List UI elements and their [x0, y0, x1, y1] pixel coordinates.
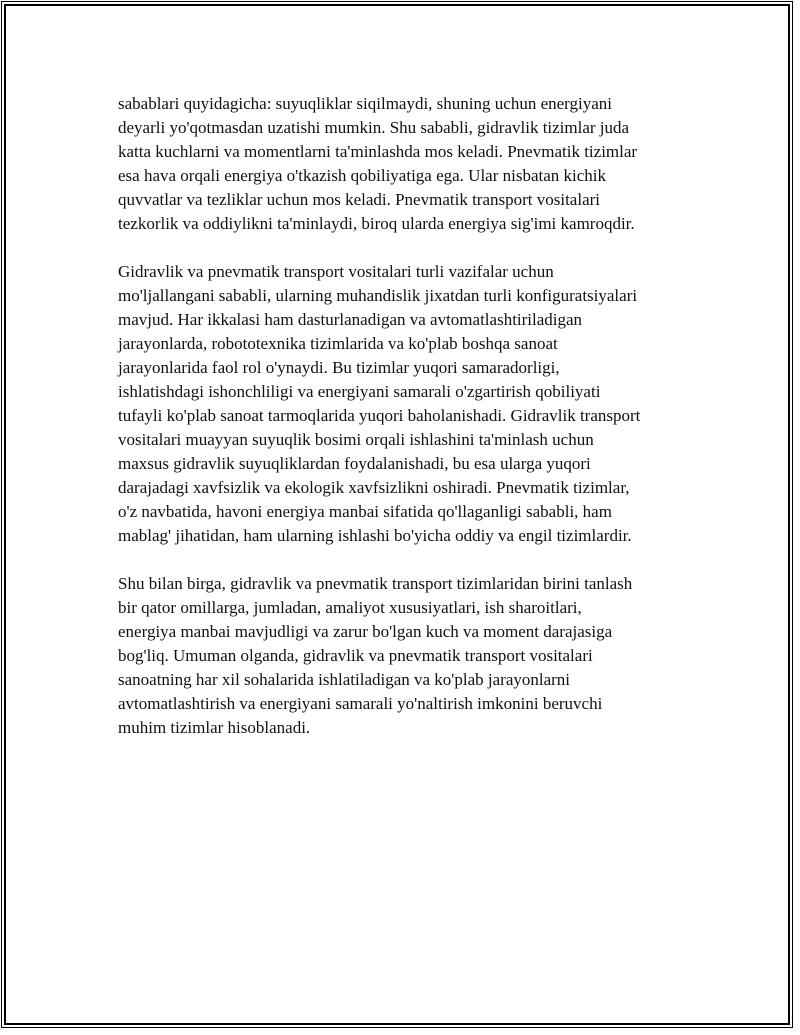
document-body [118, 92, 686, 764]
paragraph-3: Shu bilan birga, gidravlik va pnevmatik transport tizimlaridan birini tanlash bir qator omillarga, jumladan, amaliyot xususiyatlari, ish sharoitlari, energiya manbai mavjudligi va zarur bo'lgan kuch va moment darajasiga bog'liq. Umuman olganda, gidravlik va pnevmatik transport vositalari sanoatning har xil sohalarida ishlatiladigan va ko'plab jarayonlarni avtomatlashtirish va energiyani samarali yo'naltirish imkonini beruvchi muhim tizimlar hisoblanadi. [118, 574, 633, 737]
paragraph-2: Gidravlik va pnevmatik transport vositalari turli vazifalar uchun mo'ljallangani sababli, ularning muhandislik jixatdan turli konfiguratsiyalari mavjud. Har ikkalasi ham dasturlanadigan va avtomatlashtiriladigan jarayonlarda, robototexnika tizimlarida va ko'plab boshqa sanoat jarayonlarida faol rol o'ynaydi. Bu tizimlar yuqori samaradorligi, ishlatishdagi ishonchliligi va energiyani samarali o'zgartirish qobiliyati tufayli ko'plab sanoat tarmoqlarida yuqori baholanishadi. Gidravlik transport vositalari muayyan suyuqlik bosimi orqali ishlashini ta'minlash uchun maxsus gidravlik suyuqliklardan foydalanishadi, bu esa ularga yuqori darajadagi xavfsizlik va ekologik xavfsizlikni oshiradi. Pnevmatik tizimlar, o'z navbatida, havoni energiya manbai sifatida qo'llaganligi sababli, ham mablag' jihatidan, ham ularning ishlashi bo'yicha oddiy va engil tizimlardir. [118, 262, 641, 545]
paragraph-1: sabablari quyidagicha: suyuqliklar siqilmaydi, shuning uchun energiyani deyarli yo'qotmasdan uzatishi mumkin. Shu sababli, gidravlik tizimlar juda katta kuchlarni va momentlarni ta'minlashda mos keladi. Pnevmatik tizimlar esa hava orqali energiya o'tkazish qobiliyatiga ega. Ular nisbatan kichik quvvatlar va tezliklar uchun mos keladi. Pnevmatik transport vositalari tezkorlik va oddiylikni ta'minlaydi, biroq ularda energiya sig'imi kamroqdir. [118, 94, 638, 233]
